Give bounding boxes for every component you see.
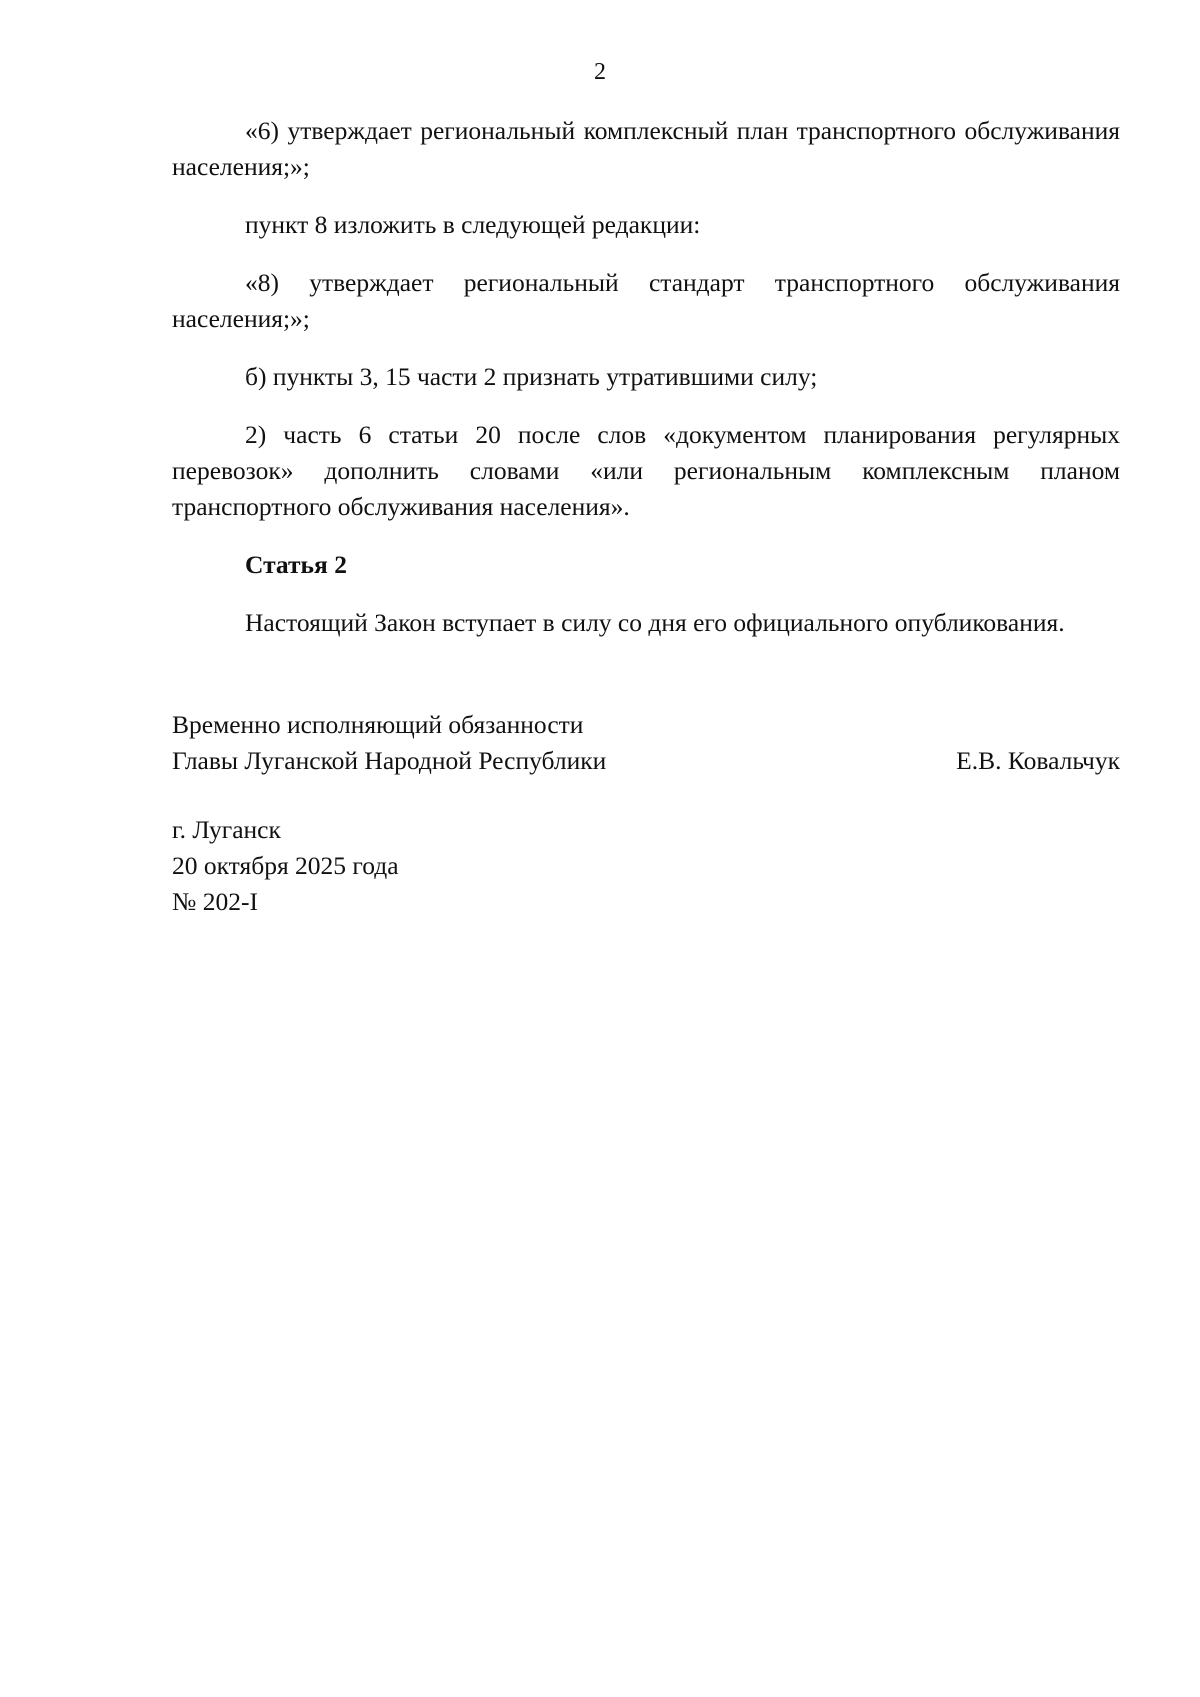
page-number: 2 [594, 59, 606, 85]
paragraph-repeal-points: б) пункты 3, 15 части 2 признать утратившими силу; [245, 362, 818, 391]
signatory-name: Е.В. Ковальчук [956, 746, 1120, 775]
issue-details [172, 812, 399, 920]
paragraph-item-8: «8) утверждает региональный стандарт транспортного обслуживания населения;»; [172, 268, 1120, 333]
article-text: Настоящий Закон вступает в силу со дня его официального опубликования. [245, 608, 1065, 637]
paragraph-item-6: «6) утверждает региональный комплексный план транспортного обслуживания населения;»; [172, 116, 1120, 181]
issue-date: 20 октября 2025 года [172, 851, 399, 880]
issue-number: № 202-I [172, 887, 258, 916]
signatory-position-line-1: Временно исполняющий обязанности [172, 710, 584, 739]
article-heading: Статья 2 [245, 550, 347, 579]
signatory-row [172, 743, 1120, 779]
issue-place: г. Луганск [172, 815, 281, 844]
signature-block [172, 707, 1120, 779]
paragraph-point-8-intro: пункт 8 изложить в следующей редакции: [245, 210, 701, 239]
signatory-position-line-2: Главы Луганской Народной Республики [172, 746, 607, 775]
document-body [172, 113, 1120, 663]
paragraph-part-6-article-20: 2) часть 6 статьи 20 после слов «документом планирования регулярных перевозок» дополнить словами «или региональным комплексным планом транспортного обслуживания населения». [172, 420, 1120, 521]
